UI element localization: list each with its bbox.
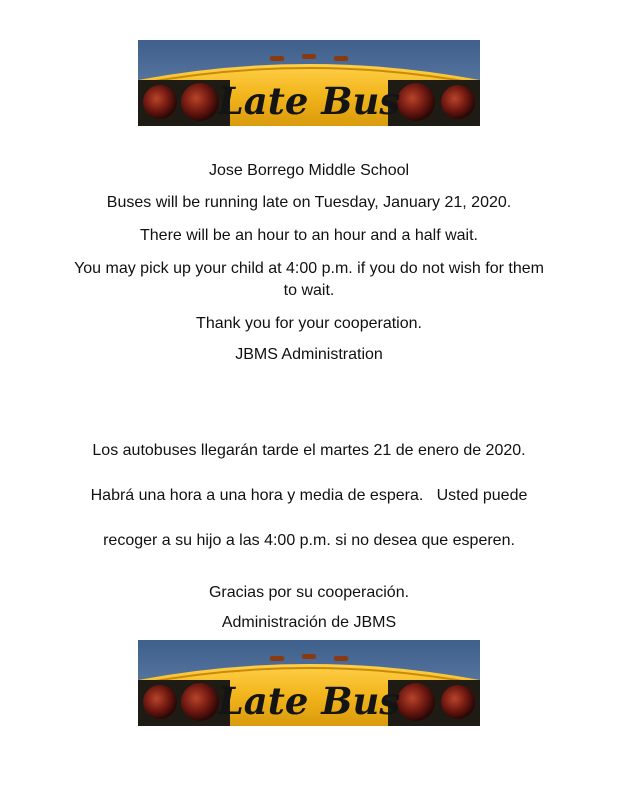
- late-notice-es: Los autobuses llegarán tarde el martes 21 de enero de 2020.: [92, 442, 526, 459]
- banner-bottom: [138, 640, 480, 726]
- school-name: Jose Borrego Middle School: [208, 162, 410, 179]
- tail-light-icon: [181, 683, 219, 721]
- banner-label: Late Bus: [217, 79, 401, 123]
- tail-light-icon: [143, 85, 177, 119]
- signature-es: Administración de JBMS: [221, 614, 397, 631]
- tail-light-icon: [441, 685, 475, 719]
- tail-light-icon: [397, 683, 435, 721]
- late-notice-en: Buses will be running late on Tuesday, January 21, 2020.: [106, 194, 512, 211]
- pickup-notice-en: You may pick up your child at 4:00 p.m. if you do not wish for them to wait.: [74, 260, 544, 299]
- signature-en: JBMS Administration: [235, 346, 383, 363]
- thanks-en: Thank you for your cooperation.: [196, 315, 422, 332]
- banner-top: [138, 40, 480, 126]
- thanks-es: Gracias por su cooperación.: [208, 584, 410, 601]
- school-bus-lights-icon: [138, 640, 480, 726]
- tail-light-icon: [143, 685, 177, 719]
- school-bus-lights-icon: [138, 40, 480, 126]
- wait-notice-es: Habrá una hora a una hora y media de espera. Usted puede: [90, 487, 528, 504]
- pickup-notice-es: recoger a su hijo a las 4:00 p.m. si no desea que esperen.: [103, 532, 515, 549]
- tail-light-icon: [181, 83, 219, 121]
- tail-light-icon: [441, 85, 475, 119]
- tail-light-icon: [397, 83, 435, 121]
- wait-notice-en: There will be an hour to an hour and a half wait.: [140, 227, 478, 244]
- banner-label: Late Bus: [217, 679, 401, 723]
